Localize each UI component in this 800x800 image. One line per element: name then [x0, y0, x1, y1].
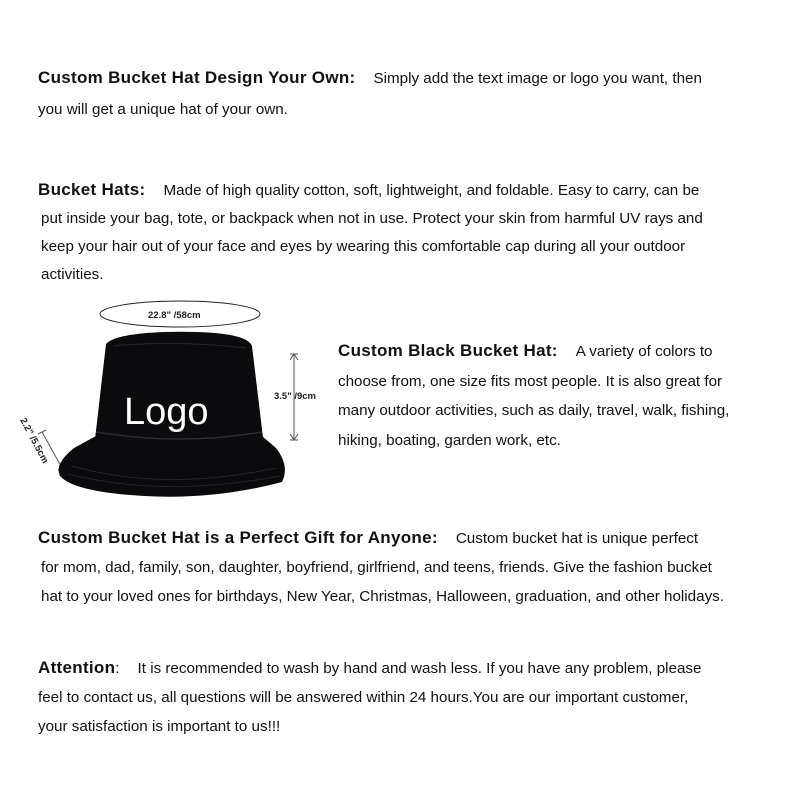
section-design-your-own [38, 64, 773, 124]
section-bucket-line-3: keep your hair out of your face and eyes by wearing this comfortable cap during all your outdoor [41, 238, 686, 255]
section-gift-heading: Custom Bucket Hat is a Perfect Gift for Anyone: [38, 528, 438, 547]
section-attention-line-3: your satisfaction is important to us!!! [38, 718, 281, 735]
circumference-label: 22.8" /58cm [148, 310, 201, 321]
section-attention-line-1: It is recommended to wash by hand and wash less. If you have any problem, please [137, 660, 702, 677]
hat-logo-text: Logo [124, 391, 209, 433]
section-black-line-1: A variety of colors to [575, 343, 713, 360]
section-black-line-3: many outdoor activities, such as daily, travel, walk, fishing, [338, 402, 730, 419]
section-gift-line-1: Custom bucket hat is unique perfect [455, 530, 699, 547]
brim-label: 2.2" /5.5cm [17, 416, 51, 466]
section-bucket-line-2: put inside your bag, tote, or backpack when not in use. Protect your skin from harmful UV rays and [41, 210, 703, 227]
section-attention-heading: Attention [38, 658, 116, 677]
section-design-line-2: you will get a unique hat of your own. [38, 101, 288, 118]
section-gift-line-3: hat to your loved ones for birthdays, New Year, Christmas, Halloween, graduation, and other holidays. [41, 588, 724, 605]
section-attention-colon: : [115, 660, 120, 677]
section-black-heading: Custom Black Bucket Hat: [338, 341, 558, 360]
section-black-bucket-hat [338, 336, 778, 455]
section-bucket-hats [38, 176, 773, 289]
section-attention [38, 654, 773, 741]
section-gift-line-2: for mom, dad, family, son, daughter, boyfriend, girlfriend, and teens, friends. Give the fashion bucket [41, 559, 712, 576]
hat-brim [59, 436, 285, 497]
section-design-line-1: Simply add the text image or logo you want, then [373, 70, 702, 87]
section-attention-line-2: feel to contact us, all questions will be answered within 24 hours.You are our important customer, [38, 689, 689, 706]
section-black-line-2: choose from, one size fits most people. It is also great for [338, 372, 723, 390]
height-label: 3.5" /9cm [274, 391, 317, 402]
section-bucket-heading: Bucket Hats: [38, 180, 146, 199]
section-perfect-gift [38, 524, 773, 611]
section-bucket-line-4: activities. [41, 266, 104, 283]
section-design-heading: Custom Bucket Hat Design Your Own: [38, 68, 356, 87]
hat-illustration [14, 296, 334, 516]
section-bucket-line-1: Made of high quality cotton, soft, lightweight, and foldable. Easy to carry, can be [163, 182, 700, 199]
section-black-line-4: hiking, boating, garden work, etc. [338, 431, 561, 449]
